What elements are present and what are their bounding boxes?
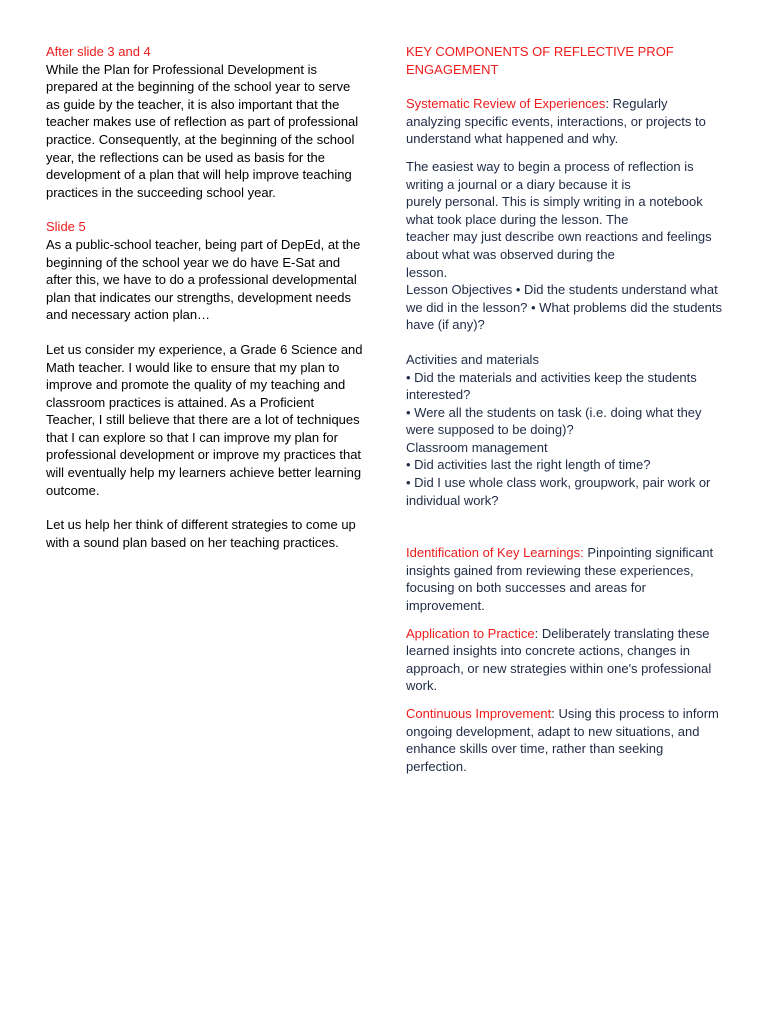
activities-line: Activities and materials xyxy=(406,351,539,367)
activities-line: • Did activities last the right length of time? xyxy=(406,457,651,473)
paragraph-identification xyxy=(406,544,726,614)
journal-line: The easiest way to begin a process of reflection is writing a journal or a diary because it is xyxy=(406,158,694,192)
heading-after-slide-3-4: After slide 3 and 4 xyxy=(46,44,151,59)
activities-line: Classroom management xyxy=(406,439,548,455)
paragraph-systematic-review xyxy=(406,95,726,148)
label-systematic-review: Systematic Review of Experiences xyxy=(406,96,606,112)
label-continuous: Continuous Improvement xyxy=(406,706,552,721)
paragraph-continuous xyxy=(406,705,726,775)
paragraph-help-her-think: Let us help her think of different strategies to come up with a sound plan based on her teaching practices. xyxy=(46,517,356,550)
paragraph-my-experience: Let us consider my experience, a Grade 6 Science and Math teacher. I would like to ensure that my plan to improve and promote the quality of my teaching and classroom practices is attained. As a Proficient Teacher, I still believe that there are a lot of techniques that I can explore so that I can improve my plan for professional development or improve my practices that will eventually help my learners achieve better learning outcome. xyxy=(46,341,363,498)
journal-block xyxy=(406,158,726,334)
activities-line: • Did I use whole class work, groupwork, pair work or individual work? xyxy=(406,475,711,508)
paragraph-application xyxy=(406,625,726,695)
journal-line: lesson. xyxy=(406,264,448,280)
right-column xyxy=(406,43,726,775)
text-systematic-review: : Regularly analyzing specific events, interactions, or projects to understand what happened and why. xyxy=(406,96,706,147)
heading-key-components: KEY COMPONENTS OF REFLECTIVE PROF ENGAGEMENT xyxy=(406,44,674,77)
paragraph-public-school-teacher: As a public-school teacher, being part of DepEd, at the beginning of the school year we do have E-Sat and after this, we have to do a professional developmental plan that indicates our strengths, development needs and necessary action plan… xyxy=(46,236,361,323)
paragraph-plan-professional-development: While the Plan for Professional Development is prepared at the beginning of the school year to serve as guide by the teacher, it is also important that the teacher makes use of reflection as part of professional practice. Consequently, at the beginning of the school year, the reflections can be used as basis for the development of a plan that will help improve teaching practices in the succeeding school year. xyxy=(46,61,359,200)
journal-line-lesson-objectives: Lesson Objectives • Did the students understand what we did in the lesson? • What problems did the students have (if any)? xyxy=(406,282,723,333)
text-application: : Deliberately translating these learned insights into concrete actions, changes in approach, or new strategies within one's professional work. xyxy=(406,625,712,694)
journal-line: purely personal. This is simply writing in a notebook what took place during the lesson. The xyxy=(406,194,703,227)
heading-slide-5: Slide 5 xyxy=(46,219,86,235)
text-continuous: : Using this process to inform ongoing development, adapt to new situations, and enhance skills over time, rather than seeking perfection. xyxy=(406,706,719,774)
activities-line: • Did the materials and activities keep the students interested? xyxy=(406,369,697,403)
left-column xyxy=(46,43,366,551)
journal-line: teacher may just describe own reactions and feelings about what was observed during the xyxy=(406,229,712,262)
activities-block xyxy=(406,351,726,509)
activities-line: • Were all the students on task (i.e. doing what they were supposed to be doing)? xyxy=(406,404,702,438)
label-application: Application to Practice xyxy=(406,625,535,641)
label-identification: Identification of Key Learnings: xyxy=(406,545,584,561)
text-identification: Pinpointing significant insights gained from reviewing these experiences, focusing on both successes and areas for improvement. xyxy=(406,545,714,614)
